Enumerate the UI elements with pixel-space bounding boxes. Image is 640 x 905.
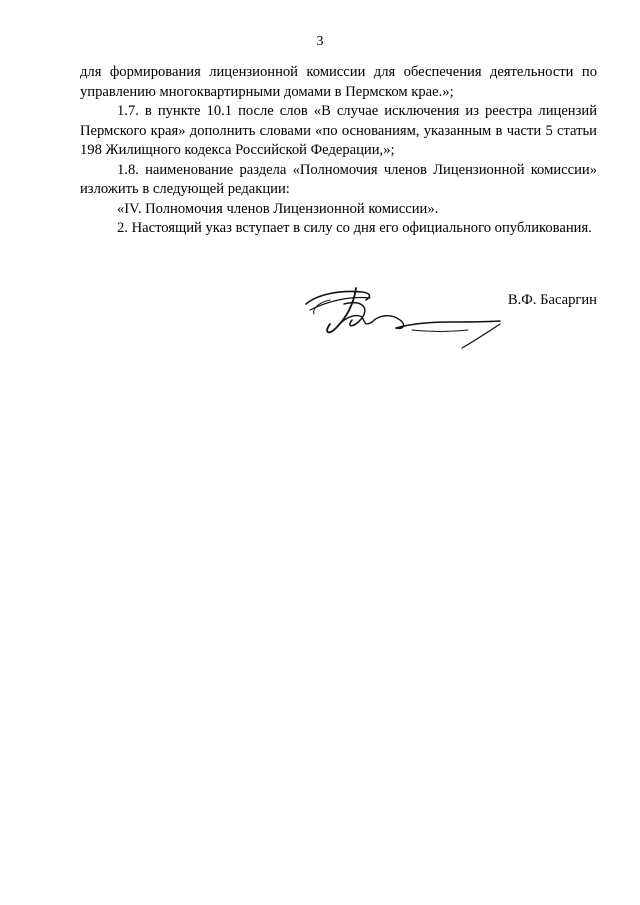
paragraph-item-1-8: 1.8. наименование раздела «Полномочия членов Лицензионной комиссии» изложить в следующей редакции: xyxy=(80,161,597,197)
paragraph-item-1-7: 1.7. в пункте 10.1 после слов «В случае исключения из реестра лицензий Пермского края» дополнить словами «по основаниям, указанным в части 5 статьи 198 Жилищного кодекса Российской Федерации,»; xyxy=(80,103,597,158)
handwritten-signature xyxy=(300,284,505,364)
paragraph-item-2: 2. Настоящий указ вступает в силу со дня его официального опубликования. xyxy=(117,220,592,236)
paragraph-section-title: «IV. Полномочия членов Лицензионной комиссии». xyxy=(117,200,439,217)
paragraph-continuation: для формирования лицензионной комиссии для обеспечения деятельности по управлению многоквартирными домами в Пермском крае.»; xyxy=(80,64,597,100)
signature-block xyxy=(300,284,600,364)
document-body xyxy=(80,63,597,239)
page-number: 3 xyxy=(316,34,324,49)
signer-name: В.Ф. Басаргин xyxy=(507,292,597,308)
